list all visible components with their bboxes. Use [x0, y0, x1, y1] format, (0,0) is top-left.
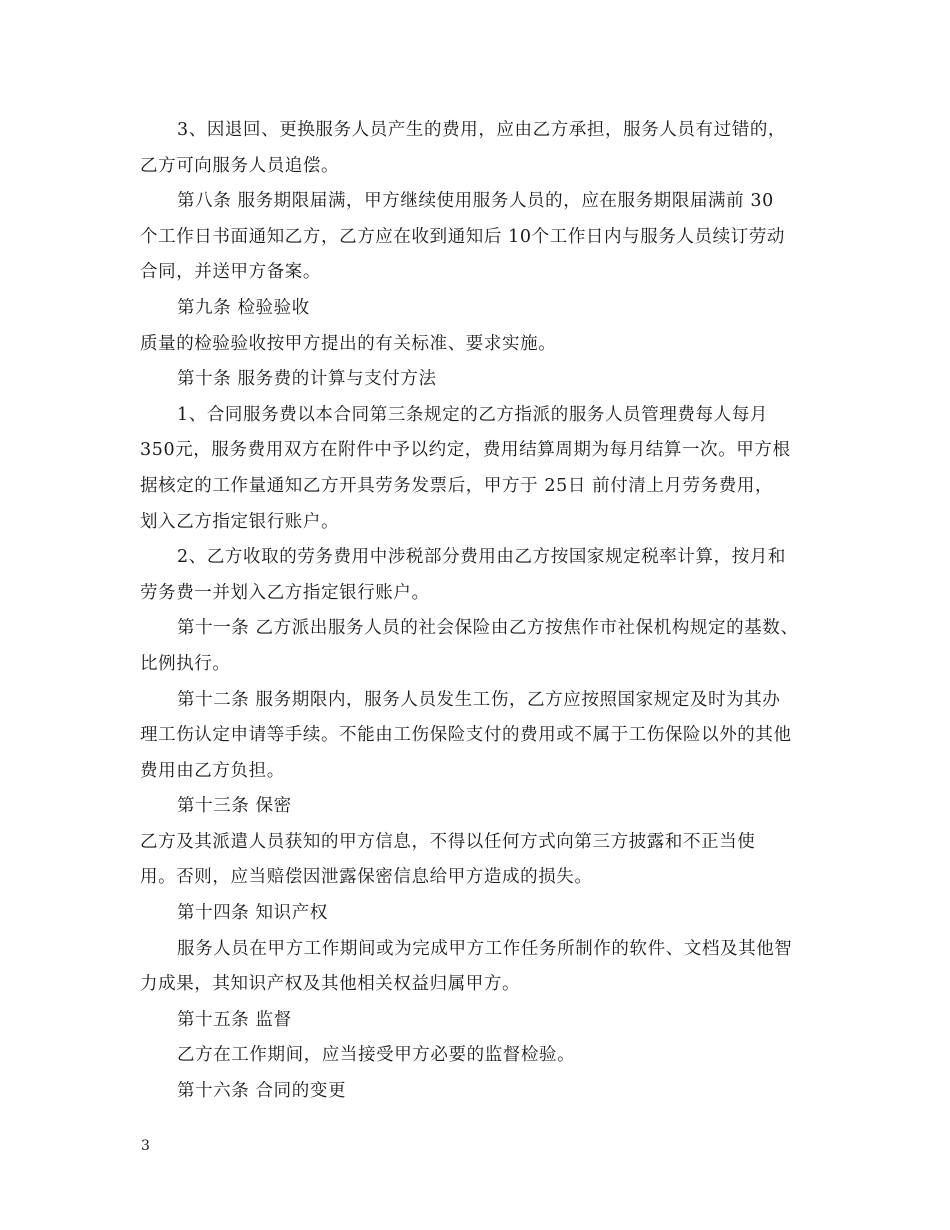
document-body [140, 113, 810, 1110]
paragraph-line: 个工作日书面通知乙方，乙方应在收到通知后 10个工作日内与服务人员续订劳动 [140, 226, 786, 247]
article-11-line: 第十一条 乙方派出服务人员的社会保险由乙方按焦作市社保机构规定的基数、 [177, 618, 799, 639]
paragraph-line: 用。否则，应当赔偿因泄露保密信息给甲方造成的损失。 [140, 867, 593, 888]
paragraph-line: 据核定的工作量通知乙方开具劳务发票后，甲方于 25日 前付清上月劳务费用， [140, 475, 774, 496]
article-13-heading: 第十三条 保密 [177, 796, 292, 817]
paragraph-line: 服务人员在甲方工作期间或为完成甲方工作任务所制作的软件、文档及其他智 [177, 938, 793, 959]
paragraph-line: 劳务费一并划入乙方指定银行账户。 [140, 582, 430, 603]
article-15-heading: 第十五条 监督 [177, 1009, 292, 1030]
paragraph-line: 比例执行。 [140, 653, 231, 674]
paragraph-line: 合同，并送甲方备案。 [140, 262, 321, 283]
article-8-line: 第八条 服务期限届满，甲方继续使用服务人员的，应在服务期限届满前 30 [177, 191, 774, 212]
paragraph-line: 2、乙方收取的劳务费用中涉税部分费用由乙方按国家规定税率计算，按月和 [177, 547, 787, 568]
paragraph-line: 质量的检验验收按甲方提出的有关标准、要求实施。 [140, 333, 557, 354]
paragraph-line: 1、合同服务费以本合同第三条规定的乙方指派的服务人员管理费每人每月 [177, 404, 768, 425]
article-12-line: 第十二条 服务期限内，服务人员发生工伤，乙方应按照国家规定及时为其办 [177, 689, 781, 710]
paragraph-line: 乙方在工作期间，应当接受甲方必要的监督检验。 [177, 1045, 576, 1066]
article-16-heading: 第十六条 合同的变更 [177, 1081, 347, 1102]
paragraph-line: 乙方可向服务人员追偿。 [140, 155, 340, 176]
paragraph-line: 理工伤认定申请等手续。不能由工伤保险支付的费用或不属于工伤保险以外的其他 [140, 725, 792, 746]
article-14-heading: 第十四条 知识产权 [177, 903, 328, 924]
paragraph-line: 乙方及其派遣人员获知的甲方信息，不得以任何方式向第三方披露和不正当使 [140, 831, 756, 852]
article-9-heading: 第九条 检验验收 [177, 297, 310, 318]
paragraph-line: 3、因退回、更换服务人员产生的费用，应由乙方承担，服务人员有过错的， [177, 120, 787, 140]
paragraph-line: 力成果，其知识产权及其他相关权益归属甲方。 [140, 974, 521, 995]
paragraph-line: 费用由乙方负担。 [140, 760, 285, 781]
paragraph-line: 划入乙方指定银行账户。 [140, 511, 340, 532]
article-10-heading: 第十条 服务费的计算与支付方法 [177, 369, 437, 390]
page-number: 3 [141, 1138, 150, 1154]
paragraph-line: 350元，服务费用双方在附件中予以约定，费用结算周期为每月结算一次。甲方根 [140, 440, 791, 461]
